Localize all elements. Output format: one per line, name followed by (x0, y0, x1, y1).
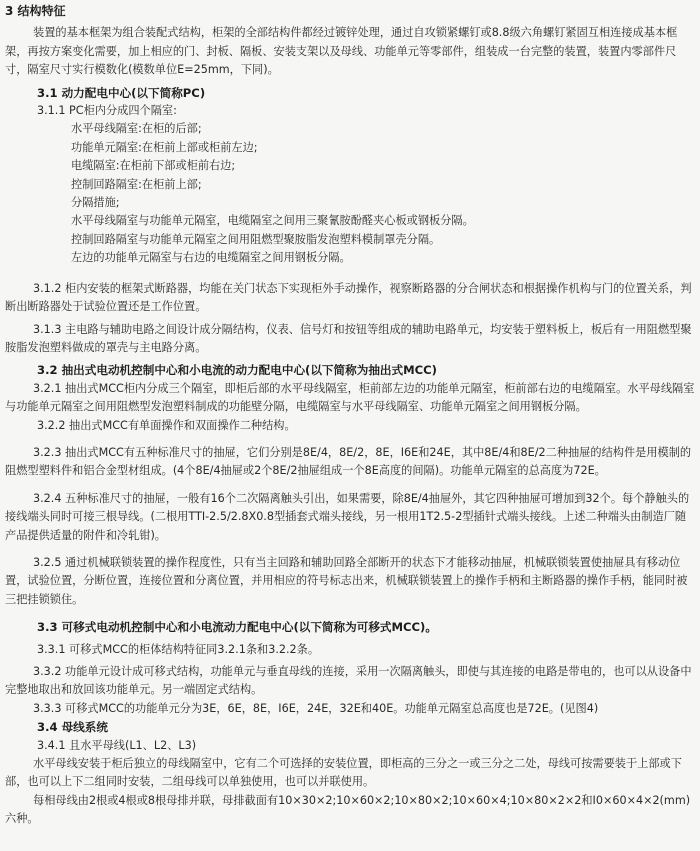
para-3-1-1-head: 3.1.1 PC柜内分成四个隔室: (37, 104, 177, 118)
para-3-4-1-b: 每相母线由2根或4根或8根母排并联，母排截面有10×30×2;10×60×2;10×80×2;10×60×4;10×80×2×2和I0×60×4×2(mm)六种。 (5, 793, 691, 826)
para-3-3-2: 3.3.2 功能单元设计成可移式结构，功能单元与垂直母线的连接，采用一次隔离触头，即使与其连接的电路是带电的，也可以从设备中完整地取出和放回该功能单元。另一端固定式结构。 (5, 665, 692, 697)
intro-paragraph: 装置的基本框架为组合装配式结构，柜架的全部结构件都经过镀锌处理，通过自攻锁紧螺钉或8.8级六角螺钉紧固互相连接成基本框架，再按方案变化需要，加上相应的门、封板、隔板、安装支架以及母线、功能单元等零部件，组装成一台完整的装置，装置内零部件尺寸，隔室尺寸实行模数化(模数单位E=25mm，下同)。 (5, 26, 678, 77)
section-title: 3 结构特征 (5, 4, 66, 18)
list-item: 水平母线隔室:在柜的后部; (71, 122, 202, 136)
para-3-2-3: 3.2.3 抽出式MCC有五种标准尺寸的抽屉，它们分别是8E/4，8E/2，8E，I6E和24E，其中8E/4和8E/2二种抽屉的结构件是用模制的阻燃型塑料件和铝合金型材组成。(4个8E/4抽屉或2个8E/2抽屉组成一个8E高度的间隔)。功能单元隔室的总高度为72E。 (5, 445, 692, 478)
para-3-2-4: 3.2.4 五种标准尺寸的抽屉，一般有16个二次隔离触头引出，如果需要，除8E/4抽屉外，其它四种抽屉可增加到32个。每个静触头的接线端头同时可接三根导线。(二根用TTI-2.5/2.8X0.8型插套式端头接线，另一根用1T2.5-2型插针式端头接线。上述二种端头由制造厂随产品提供适量的附件和冷轧钳)。 (5, 491, 690, 542)
para-3-2-2: 3.2.2 抽出式MCC有单面操作和双面操作二种结构。 (37, 418, 296, 432)
para-3-3-3: 3.3.3 可移式MCC的功能单元分为3E，6E，8E，I6E，24E，32E和40E。功能单元隔室总高度也是72E。(见图4) (33, 701, 599, 715)
list-item: 水平母线隔室与功能单元隔室，电缆隔室之间用三聚氰胺酚醛夹心板或钢板分隔。 (71, 214, 474, 228)
list-item: 分隔措施; (71, 196, 120, 210)
list-item: 功能单元隔室:在柜前上部或柜前左边; (71, 140, 258, 154)
heading-3-4: 3.4 母线系统 (37, 720, 108, 735)
heading-3-2: 3.2 抽出式电动机控制中心和小电流的动力配电中心(以下简称为抽出式MCC) (37, 363, 437, 378)
heading-3-3: 3.3 可移式电动机控制中心和小电流动力配电中心(以下简称为可移式MCC)。 (37, 620, 437, 635)
para-3-3-1: 3.3.1 可移式MCC的柜体结构特征同3.2.1条和3.2.2条。 (37, 642, 320, 656)
list-item: 左边的功能单元隔室与右边的电缆隔室之间用钢板分隔。 (71, 251, 351, 265)
list-item: 控制回路隔室与功能单元隔室之间用阻燃型聚胺脂发泡塑料模制罩壳分隔。 (71, 232, 441, 246)
para-3-1-3: 3.1.3 主电路与辅助电路之间设计成分隔结构，仪表、信号灯和按钮等组成的辅助电路单元，均安装于塑料板上，板后有一用阻燃型聚胺脂发泡塑料做成的罩壳与主电路分离。 (5, 322, 692, 354)
para-3-2-5: 3.2.5 通过机械联锁装置的操作程度性，只有当主回路和辅助回路全部断开的状态下才能移动抽屉，机械联锁装置使抽屉具有移动位置，试验位置，分断位置，连接位置和分离位置，并用相应的符号标志出来，机械联锁装置上的操作手柄和主断路器的操作手柄，能同时被三把挂锁锁住。 (5, 555, 688, 606)
para-3-4-1-a: 水平母线安装于柜后独立的母线隔室中，它有二个可选择的安装位置，即柜高的三分之一或三分之二处，母线可按需要装于上部或下部，也可以上下二组同时安装，二组母线可以单独使用，也可以并联使用。 (5, 757, 682, 789)
list-item: 电缆隔室:在柜前下部或柜前右边; (71, 159, 236, 173)
heading-3-1: 3.1 动力配电中心(以下简称PC) (37, 85, 206, 100)
para-3-4-1-head: 3.4.1 且水平母线(L1、L2、L3) (37, 738, 197, 752)
para-3-2-1: 3.2.1 抽出式MCC柜内分成三个隔室，即柜后部的水平母线隔室，柜前部左边的功能单元隔室，柜前部右边的电缆隔室。水平母线隔室与功能单元隔室之间用阻燃型发泡塑料制成的功能壁分隔，电缆隔室与水平母线隔室、功能单元隔室之间用钢板分隔。 (5, 381, 695, 414)
list-item: 控制回路隔室:在柜前上部; (71, 177, 202, 191)
para-3-1-2: 3.1.2 柜内安装的框架式断路器，均能在关门状态下实现柜外手动操作，视察断路器的分合闸状态和根据操作机构与门的位置关系，判断出断路器处于试验位置还是工作位置。 (5, 281, 692, 314)
